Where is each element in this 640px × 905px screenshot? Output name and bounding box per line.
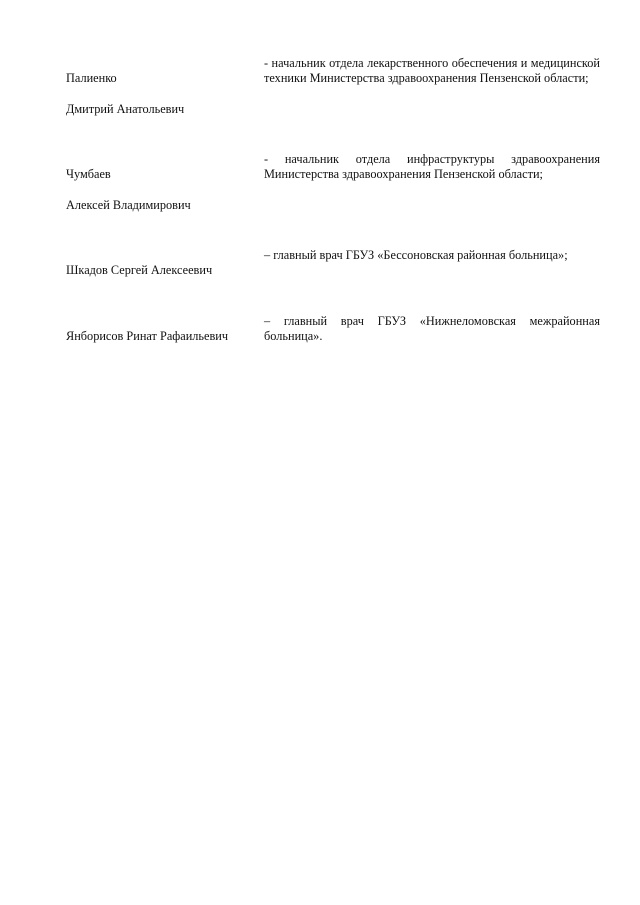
member-surname: Палиенко <box>66 71 117 86</box>
member-row-palienko <box>66 56 600 132</box>
member-given-names: Алексей Владимирович <box>66 197 191 212</box>
member-name <box>66 152 264 228</box>
member-position: - начальник отдела инфраструктуры здравоохранения Министерства здравоохранения Пензенской области; <box>264 152 600 182</box>
member-given-names: Дмитрий Анатольевич <box>66 101 185 116</box>
member-position: - начальник отдела лекарственного обеспечения и медицинской техники Министерства здравоохранения Пензенской области; <box>264 56 600 86</box>
member-row-shkadov <box>66 248 600 294</box>
member-full-name: Шкадов Сергей Алексеевич <box>66 263 213 278</box>
member-name <box>66 56 264 132</box>
member-name <box>66 314 264 360</box>
member-row-yanborisov <box>66 314 600 360</box>
member-surname: Чумбаев <box>66 167 111 182</box>
member-full-name: Янборисов Ринат Рафаильевич <box>66 328 229 343</box>
member-position: – главный врач ГБУЗ «Бессоновская районная больница»; <box>264 248 568 263</box>
member-name <box>66 248 264 294</box>
member-position: – главный врач ГБУЗ «Нижнеломовская межрайонная больница». <box>264 313 600 343</box>
member-list <box>66 56 600 379</box>
member-row-chumbaev <box>66 152 600 228</box>
